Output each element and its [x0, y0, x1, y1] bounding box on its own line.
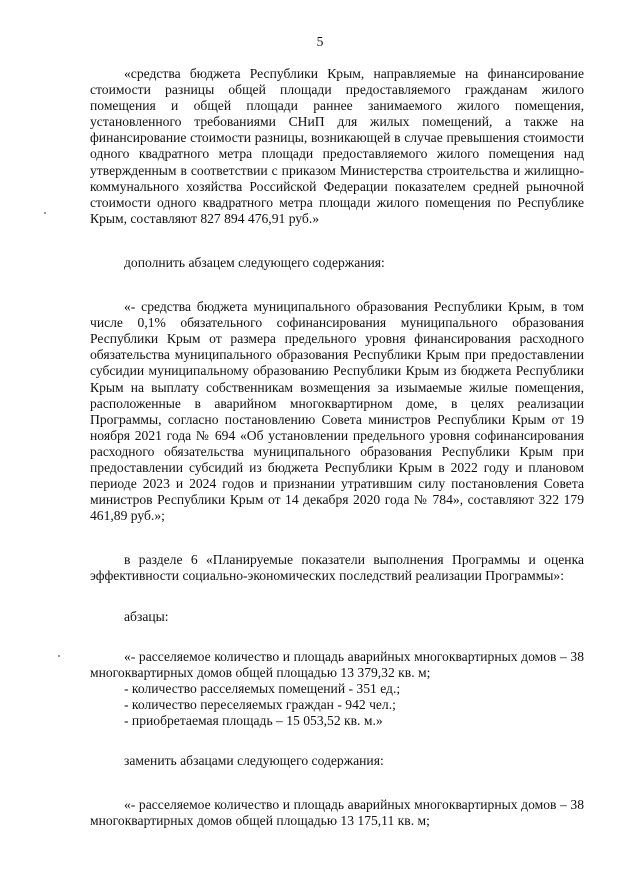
paragraph-old-resettled-houses: «- расселяемое количество и площадь аварийных многоквартирных домов – 38 многоквартирных домов общей площадью 13 379,32 кв. м;: [90, 648, 584, 680]
paragraph-replace-intro: заменить абзацами следующего содержания:: [124, 753, 384, 769]
paragraph-municipal-budget: «- средства бюджета муниципального образования Республики Крым, в том числе 0,1% обязательного софинансирования муниципального образования Республики Крым от размера предельного уровня финансирования расходного обязательства муниципального образования Республики Крым при предоставлении субсидии муниципальному образованию Республики Крым из бюджета Республики Крым на выплату собственникам возмещения за изымаемые жилые помещения, расположенные в аварийном многоквартирном доме, в целях реализации Программы, согласно постановлению Совета министров Республики Крым от 19 ноября 2021 года № 694 «Об установлении предельного уровня софинансирования расходного обязательства муниципального образования Республики Крым при предоставлении субсидий из бюджета Республики Крым в 2022 году и плановом периоде 2023 и 2024 годов и признании утратившим силу постановления Совета министров Республики Крым от 14 декабря 2020 года № 784», составляют 322 179 461,89 руб.»;: [90, 299, 584, 524]
paragraph-new-resettled-houses: «- расселяемое количество и площадь аварийных многоквартирных домов – 38 многоквартирных домов общей площадью 13 175,11 кв. м;: [90, 797, 584, 829]
paragraph-add-intro: дополнить абзацем следующего содержания:: [124, 254, 385, 270]
paragraph-budget-crimea: «средства бюджета Республики Крым, направляемые на финансирование стоимости разницы общей площади предоставляемого гражданам жилого помещения и общей площади раннее занимаемого жилого помещения, установленного требованиями СНиП для жилых помещений, а также на финансирование стоимости разницы, возникающей в случае превышения стоимости одного квадратного метра площади предоставляемого жилого помещения над утвержденным в соответствии с приказом Министерства строительства и жилищно-коммунального хозяйства Российской Федерации показателем средней рыночной стоимости одного квадратного метра площади жилого помещения по Республике Крым, составляют 827 894 476,91 руб.»: [90, 66, 584, 226]
paragraph-section-6: в разделе 6 «Планируемые показатели выполнения Программы и оценка эффективности социально-экономических последствий реализации Программы»:: [90, 552, 584, 584]
list-item-premises: - количество расселяемых помещений - 351 ед.;: [124, 680, 401, 696]
page-number: 5: [316, 34, 324, 49]
document-body: [90, 66, 584, 829]
scan-speck: [58, 655, 60, 657]
scan-speck: [44, 212, 46, 214]
list-item-area: - приобретаемая площадь – 15 053,52 кв. м.»: [124, 713, 383, 728]
list-item-citizens: - количество переселяемых граждан - 942 чел.;: [124, 696, 396, 712]
paragraph-abzacy: абзацы:: [124, 608, 169, 624]
